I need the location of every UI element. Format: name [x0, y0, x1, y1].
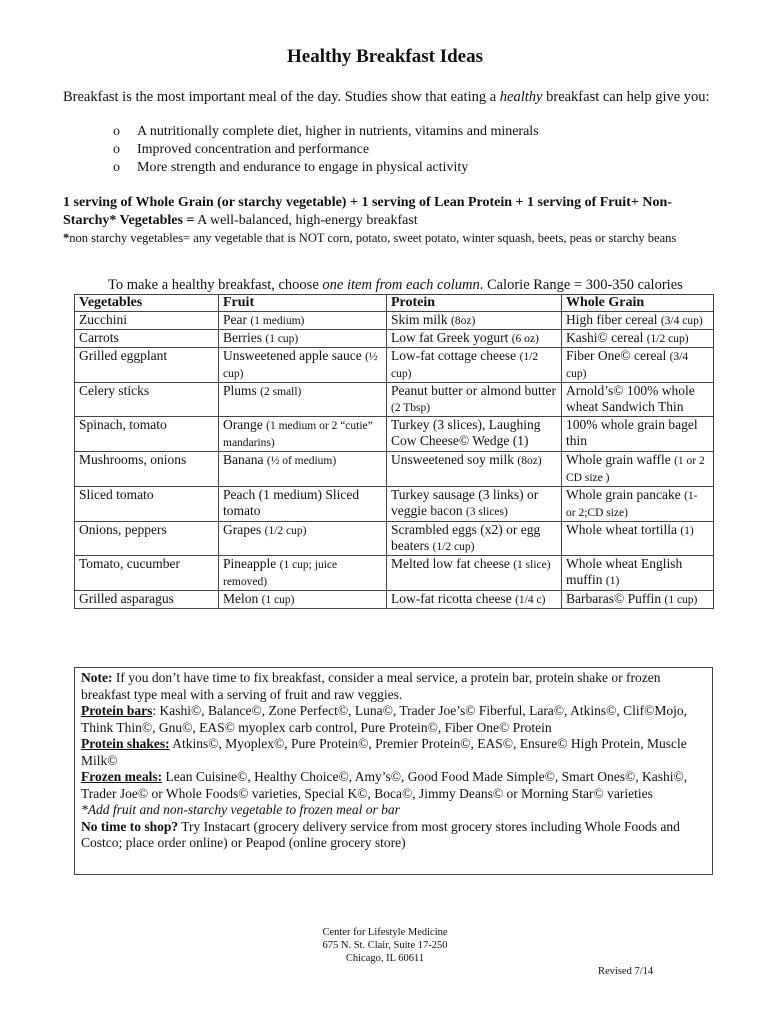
- intro-text: Breakfast is the most important meal of the day. Studies show that eating a: [63, 89, 500, 105]
- add-fruit-note: [81, 802, 706, 819]
- cell-main-text: Mushrooms, onions: [79, 452, 187, 467]
- footer-street: 675 N. St. Clair, Suite 17-250: [322, 940, 448, 951]
- cell-main-text: Whole wheat English muffin: [566, 556, 683, 587]
- cell-main-text: Peanut butter or almond butter: [391, 383, 556, 398]
- table-caption: [108, 277, 683, 294]
- add-fruit-text: *Add fruit and non-starchy vegetable to frozen meal or bar: [81, 802, 400, 817]
- table-cell: [387, 417, 562, 452]
- cell-portion-text: (1/2 cup): [432, 541, 475, 553]
- list-item-text: A nutritionally complete diet, higher in nutrients, vitamins and minerals: [137, 124, 539, 139]
- table-cell: [219, 522, 387, 556]
- table-row: [75, 522, 714, 556]
- cell-main-text: Fiber One© cereal: [566, 348, 667, 363]
- table-cell: [387, 487, 562, 522]
- table-row: [75, 383, 714, 417]
- table-cell: [387, 383, 562, 417]
- table-row: [75, 591, 714, 609]
- table-cell: [75, 522, 219, 556]
- cell-main-text: Low-fat cottage cheese: [391, 348, 517, 363]
- bullet-marker: o: [113, 124, 120, 139]
- table-cell: [387, 452, 562, 487]
- cell-portion-text: (1 or 2 CD size ): [566, 455, 705, 484]
- table-cell: [387, 312, 562, 330]
- cell-portion-text: (1): [680, 525, 694, 537]
- protein-bars-paragraph: [81, 703, 706, 736]
- frozen-meals-text: Lean Cuisine©, Healthy Choice©, Amy’s©, Good Food Made Simple©, Smart Ones©, Kashi©, Trader Joe© or Whole Foods© varieties, Special K©, Boca©, Jimmy Deans© or Morning Star© varieties: [81, 769, 688, 801]
- cell-portion-text: (1 medium): [250, 315, 305, 327]
- intro-emphasis: healthy: [499, 89, 543, 105]
- cell-main-text: Low-fat ricotta cheese: [391, 591, 512, 606]
- cell-main-text: Skim milk: [391, 312, 448, 327]
- cell-main-text: Turkey (3 slices), Laughing Cow Cheese© Wedge (1): [391, 417, 541, 448]
- caption-emphasis: one item from each column: [322, 277, 480, 293]
- cell-portion-text: (8oz): [517, 455, 542, 467]
- caption-text-end: . Calorie Range = 300-350 calories: [479, 277, 683, 293]
- table-cell: [387, 330, 562, 348]
- table-body: [75, 312, 714, 609]
- list-item-text: Improved concentration and performance: [137, 142, 370, 157]
- table-cell: [562, 312, 714, 330]
- cell-main-text: 100% whole grain bagel thin: [566, 417, 698, 448]
- cell-portion-text: (2 small): [260, 386, 302, 398]
- table-header-row: [75, 295, 714, 312]
- cell-portion-text: (1 medium or 2 “cutie” mandarins): [223, 420, 373, 449]
- cell-portion-text: (8oz): [451, 315, 476, 327]
- note-paragraph: [81, 670, 706, 703]
- column-header: Fruit: [219, 295, 387, 312]
- cell-main-text: Pear: [223, 312, 247, 327]
- table-row: [75, 487, 714, 522]
- frozen-meals-paragraph: [81, 769, 706, 802]
- cell-portion-text: (1/2 cup): [264, 525, 307, 537]
- serving-formula: [63, 194, 713, 230]
- cell-main-text: Pineapple: [223, 556, 277, 571]
- cell-main-text: Grilled eggplant: [79, 348, 168, 363]
- shop-label: No time to shop?: [81, 818, 179, 834]
- cell-main-text: Scrambled eggs (x2) or egg beaters: [391, 522, 541, 553]
- table-cell: [562, 452, 714, 487]
- table-row: [75, 556, 714, 591]
- table-row: [75, 330, 714, 348]
- footnote: [63, 230, 713, 246]
- cell-main-text: Grapes: [223, 522, 262, 537]
- cell-main-text: Turkey sausage (3 links) or veggie bacon: [391, 487, 539, 518]
- column-header: Whole Grain: [562, 295, 714, 312]
- footer-city: Chicago, IL 60611: [345, 953, 425, 964]
- table-cell: [562, 487, 714, 522]
- list-item: [113, 141, 539, 159]
- table-cell: [75, 312, 219, 330]
- table-cell: [75, 487, 219, 522]
- protein-shakes-paragraph: [81, 736, 706, 769]
- cell-portion-text: (1- or 2;CD size): [566, 490, 698, 519]
- cell-main-text: Spinach, tomato: [79, 417, 167, 432]
- table-cell: [219, 417, 387, 452]
- cell-portion-text: (1 cup): [265, 333, 299, 345]
- bullet-marker: o: [113, 160, 120, 175]
- caption-text: To make a healthy breakfast, choose: [108, 277, 323, 293]
- table-cell: [75, 591, 219, 609]
- table-cell: [219, 452, 387, 487]
- table-cell: [387, 348, 562, 383]
- cell-main-text: Sliced tomato: [79, 487, 154, 502]
- table-cell: [387, 522, 562, 556]
- frozen-meals-label: Frozen meals:: [81, 769, 163, 784]
- table-row: [75, 452, 714, 487]
- note-label: Note:: [81, 670, 113, 685]
- page-title: Healthy Breakfast Ideas: [287, 46, 483, 67]
- footer-org: Center for Lifestyle Medicine: [322, 927, 448, 938]
- protein-shakes-text: Atkins©, Myoplex©, Pure Protein©, Premier Protein©, EAS©, Ensure© High Protein, Muscle Milk©: [81, 736, 687, 768]
- formula-result: A well-balanced, high-energy breakfast: [194, 213, 418, 228]
- table-cell: [387, 556, 562, 591]
- cell-main-text: Tomato, cucumber: [79, 556, 181, 571]
- cell-main-text: Melon: [223, 591, 259, 606]
- cell-portion-text: (2 Tbsp): [391, 402, 431, 414]
- column-header: Vegetables: [75, 295, 219, 312]
- cell-main-text: Grilled asparagus: [79, 591, 174, 606]
- table-cell: [562, 383, 714, 417]
- list-item-text: More strength and endurance to engage in physical activity: [137, 160, 469, 175]
- cell-portion-text: (1 cup): [261, 594, 295, 606]
- footnote-text: non starchy vegetables= any vegetable that is NOT corn, potato, sweet potato, winter squash, beets, peas or starchy beans: [69, 231, 677, 245]
- intro-text-end: breakfast can help give you:: [542, 89, 710, 105]
- cell-portion-text: (3/4 cup): [660, 315, 703, 327]
- footer-address: [0, 926, 770, 965]
- table-row: [75, 417, 714, 452]
- table-cell: [219, 312, 387, 330]
- cell-main-text: Kashi© cereal: [566, 330, 644, 345]
- table-cell: [219, 556, 387, 591]
- table-cell: [219, 383, 387, 417]
- cell-portion-text: (1/4 c): [515, 594, 546, 606]
- intro-paragraph: [63, 89, 710, 106]
- cell-portion-text: (1/2 cup): [646, 333, 689, 345]
- cell-main-text: Unsweetened apple sauce: [223, 348, 362, 363]
- revision-date: Revised 7/14: [598, 966, 654, 977]
- table-cell: [219, 591, 387, 609]
- cell-main-text: Whole grain waffle: [566, 452, 671, 467]
- cell-main-text: Plums: [223, 383, 257, 398]
- table-cell: [562, 556, 714, 591]
- food-table: [74, 294, 714, 609]
- cell-main-text: Orange: [223, 417, 263, 432]
- column-header: Protein: [387, 295, 562, 312]
- table-cell: [75, 383, 219, 417]
- protein-shakes-label: Protein shakes:: [81, 736, 170, 751]
- note-text: If you don’t have time to fix breakfast, consider a meal service, a protein bar, protein shake or frozen breakfast type meal with a serving of fruit and raw veggies.: [81, 670, 661, 702]
- cell-portion-text: (½ of medium): [266, 455, 337, 467]
- cell-portion-text: (1 cup): [664, 594, 698, 606]
- table-row: [75, 348, 714, 383]
- note-box: [74, 667, 713, 875]
- protein-bars-label: Protein bars: [81, 703, 153, 718]
- table-cell: [562, 417, 714, 452]
- table-cell: [562, 591, 714, 609]
- cell-main-text: Berries: [223, 330, 262, 345]
- table-cell: [75, 417, 219, 452]
- table-cell: [219, 348, 387, 383]
- cell-main-text: Unsweetened soy milk: [391, 452, 514, 467]
- cell-main-text: Celery sticks: [79, 383, 150, 398]
- list-item: [113, 123, 539, 141]
- table-cell: [219, 330, 387, 348]
- protein-bars-text: : Kashi©, Balance©, Zone Perfect©, Luna©, Trader Joe’s© Fiberful, Lara©, Atkins©, Clif©Mojo, Think Thin©, Gnu©, EAS© myoplex carb control, Pure Protein©, Fiber One© Protein: [81, 703, 687, 735]
- cell-portion-text: (1/2 cup): [391, 351, 539, 380]
- cell-portion-text: (6 oz): [511, 333, 539, 345]
- cell-main-text: Peach (1 medium) Sliced tomato: [223, 487, 360, 518]
- shop-paragraph: [81, 819, 706, 852]
- cell-portion-text: (1 cup; juice removed): [223, 559, 338, 588]
- benefit-list: [113, 123, 539, 177]
- table-cell: [219, 487, 387, 522]
- table-cell: [387, 591, 562, 609]
- shop-text: Try Instacart (grocery delivery service from most grocery stores including Whole Foods and Costco; place order online) or Peapod (online grocery store): [81, 818, 680, 850]
- cell-portion-text: (1 slice): [513, 559, 551, 571]
- cell-portion-text: (3/4 cup): [566, 351, 689, 380]
- table-cell: [562, 522, 714, 556]
- bullet-marker: o: [113, 142, 120, 157]
- table-cell: [562, 348, 714, 383]
- cell-main-text: Whole wheat tortilla: [566, 522, 677, 537]
- table-cell: [75, 348, 219, 383]
- formula-bold: 1 serving of Whole Grain (or starchy vegetable) + 1 serving of Lean Protein + 1 serving of Fruit+ Non-Starchy* Vegetables =: [63, 195, 672, 228]
- cell-portion-text: (3 slices): [465, 506, 508, 518]
- cell-main-text: Low fat Greek yogurt: [391, 330, 509, 345]
- cell-main-text: Carrots: [79, 330, 119, 345]
- table-cell: [75, 452, 219, 487]
- cell-main-text: Zucchini: [79, 312, 127, 327]
- cell-main-text: Banana: [223, 452, 264, 467]
- cell-main-text: High fiber cereal: [566, 312, 658, 327]
- footnote-star: *: [63, 231, 70, 245]
- cell-main-text: Melted low fat cheese: [391, 556, 510, 571]
- list-item: [113, 159, 539, 177]
- table-cell: [75, 330, 219, 348]
- cell-portion-text: (1): [605, 575, 620, 587]
- table-row: [75, 312, 714, 330]
- cell-main-text: Arnold’s© 100% whole wheat Sandwich Thin: [566, 383, 695, 414]
- cell-main-text: Onions, peppers: [79, 522, 167, 537]
- table-cell: [75, 556, 219, 591]
- cell-main-text: Barbaras© Puffin: [566, 591, 662, 606]
- cell-main-text: Whole grain pancake: [566, 487, 681, 502]
- cell-portion-text: (½ cup): [223, 351, 378, 380]
- table-cell: [562, 330, 714, 348]
